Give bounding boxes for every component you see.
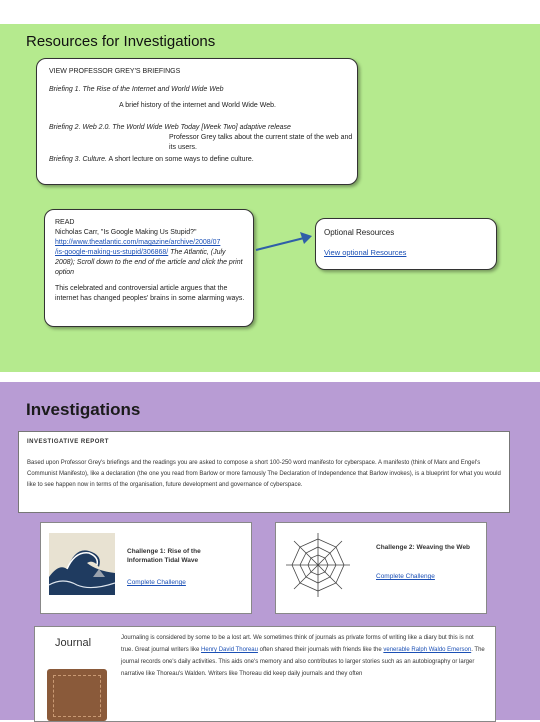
briefings-heading: VIEW PROFESSOR GREY'S BRIEFINGS (49, 68, 181, 75)
read-citation-post: The Atlantic, (July 2008); Scroll down to the end of the article and click the print option (55, 249, 243, 276)
briefing-3-line (49, 155, 254, 165)
challenge-1-title: Challenge 1: Rise of the Information Tidal Wave (127, 548, 201, 564)
read-summary: This celebrated and controversial article argues that the internet has changed peoples' brains in some alarming ways. (55, 285, 245, 302)
optional-resources-heading: Optional Resources (324, 228, 395, 237)
challenge-2-card (275, 522, 487, 614)
read-citation-author: Nicholas Carr, "Is Google Making Us Stupid?" (55, 229, 197, 236)
challenge-2-link[interactable]: Complete Challenge (376, 573, 435, 580)
investigative-report-text: Based upon Professor Grey's briefings and the readings you are asked to compose a short 100-250 word manifesto for cyberspace. A manifesto (think of Marx and Engel's Communist Manifesto), like a declaration (the one you read from Barlow or more famously The Declaration of Independence that Barlow invokes), is a blueprint for what you would like to see happen now in terms of the organisation, future development and governance of cyberspace. (27, 460, 501, 488)
challenge-2-title: Challenge 2: Weaving the Web (376, 544, 471, 551)
investigative-report-box (18, 431, 510, 513)
journal-box (34, 626, 496, 722)
emerson-link[interactable]: venerable Ralph Waldo Emerson (383, 647, 472, 653)
arrow-right-icon (254, 224, 314, 254)
briefing-1-desc: A brief history of the internet and World Wide Web. (119, 102, 276, 109)
journal-text: Journaling is considered by some to be a lost art. We sometimes think of journals as private forms of writing like a diary but this is not true. Great journal writers like Henry David Thoreau often shared their journals with friends like the venerable Ralph Waldo Emerson. The journal records one's daily activities. This aids one's memory and also contributes to larger stories such as an autobiography or larger narrative like Thoreau's Walden. Writers like Thoreau did keep daily journals and they often (121, 635, 485, 677)
optional-resources-box (315, 218, 497, 270)
journal-book-image (47, 669, 107, 721)
thoreau-link[interactable]: Henry David Thoreau (201, 647, 258, 653)
wave-image-icon (49, 533, 115, 595)
journal-title: Journal (55, 637, 92, 649)
challenge-1-link[interactable]: Complete Challenge (127, 579, 186, 586)
briefing-2-desc: Professor Grey talks about the current state of the web and its users. (169, 134, 353, 151)
read-content (55, 218, 245, 304)
briefings-box (36, 58, 358, 185)
view-optional-resources-link[interactable]: View optional Resources (324, 248, 407, 257)
briefing-1-title[interactable]: Briefing 1. The Rise of the Internet and World Wide Web (49, 86, 224, 93)
read-article-link-2[interactable]: /is-google-making-us-stupid/306868/ (55, 249, 169, 256)
briefing-3-desc: A short lecture on some ways to define culture. (108, 156, 254, 163)
spiderweb-icon (284, 531, 352, 599)
investigative-report-heading: INVESTIGATIVE REPORT (27, 439, 109, 445)
investigations-title: Investigations (26, 400, 141, 419)
resources-title: Resources for Investigations (26, 33, 216, 50)
briefing-3-title[interactable]: Briefing 3. Culture. (49, 156, 107, 163)
challenge-1-card (40, 522, 252, 614)
read-article-link[interactable]: http://www.theatlantic.com/magazine/archive/2008/07 (55, 239, 221, 246)
read-heading: READ (55, 219, 75, 226)
read-box (44, 209, 254, 327)
briefing-2-title[interactable]: Briefing 2. Web 2.0. The World Wide Web Today [Week Two] adaptive release (49, 124, 291, 131)
